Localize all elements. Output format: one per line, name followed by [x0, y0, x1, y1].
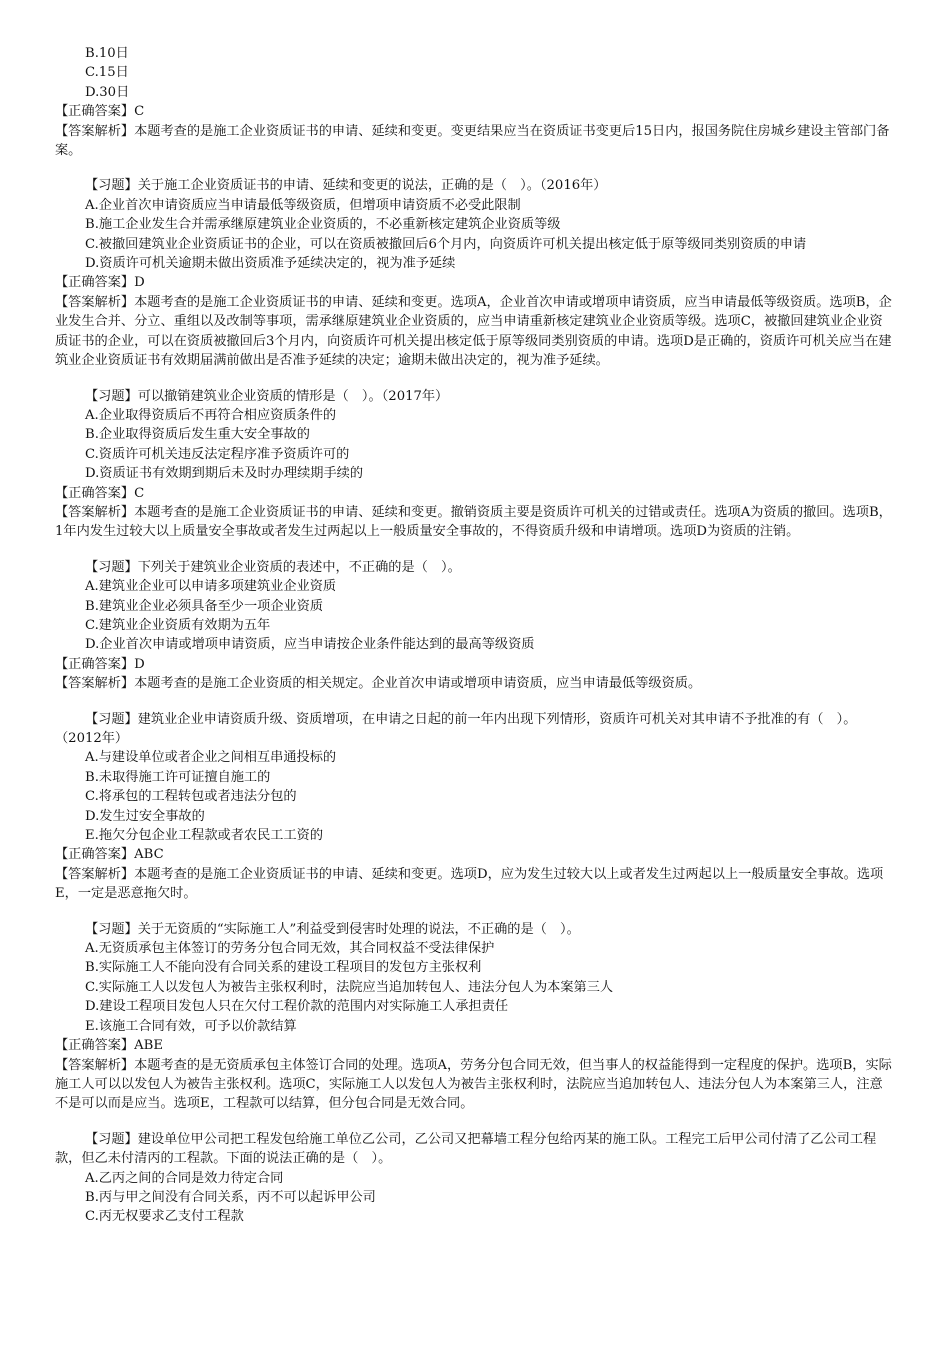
- answer-analysis: 【答案解析】本题考查的是施工企业资质的相关规定。企业首次申请或增项申请资质，应当申请最低等级资质。: [55, 676, 702, 692]
- option: C.将承包的工程转包或者违法分包的: [85, 789, 297, 805]
- correct-answer: 【正确答案】ABE: [55, 1038, 163, 1054]
- option: A.无资质承包主体签订的劳务分包合同无效，其合同权益不受法律保护: [85, 941, 495, 957]
- option: D.30日: [85, 84, 130, 100]
- option: C.建筑业企业资质有效期为五年: [85, 617, 271, 633]
- correct-answer: 【正确答案】C: [55, 485, 145, 501]
- option: D.资质证书有效期到期后未及时办理续期手续的: [85, 466, 364, 482]
- option: D.发生过安全事故的: [85, 808, 205, 824]
- answer-analysis: 【答案解析】本题考查的是施工企业资质证书的申请、延续和变更。撤销资质主要是资质许可机关的过错或责任。选项A为资质的撤回。选项B，1年内发生过较大以上质量安全事故或者发生过两起以上一般质量安全事故的，不得资质升级和申请增项。选项D为资质的注销。: [55, 504, 892, 540]
- option: B.10日: [85, 46, 129, 61]
- option: B.施工企业发生合并需承继原建筑业企业资质的，不必重新核定建筑企业资质等级: [85, 217, 561, 233]
- answer-analysis: 【答案解析】本题考查的是施工企业资质证书的申请、延续和变更。选项A，企业首次申请或增项申请资质，应当申请最低等级资质。选项B，企业发生合并、分立、重组以及改制等事项，需承继原建筑业企业资质的，应当申请重新核定建筑业企业资质等级。选项C，被撤回建筑业企业资质证书的企业，可以在资质被撤回后3个月内，向资质许可机关提出核定低于原等级同类别资质的申请。选项D是正确的，资质许可机关应当在建筑业企业资质证书有效期届满前做出是否准予延续的决定；逾期未做出决定的，视为准予延续。: [55, 294, 892, 369]
- option: E.该施工合同有效，可予以价款结算: [85, 1018, 297, 1034]
- question-stem: 【习题】下列关于建筑业企业资质的表述中，不正确的是（ ）。: [85, 559, 461, 575]
- option: C.被撤回建筑业企业资质证书的企业，可以在资质被撤回后6个月内，向资质许可机关提出核定低于原等级同类别资质的申请: [85, 236, 807, 252]
- option: B.建筑业企业必须具备至少一项企业资质: [85, 598, 324, 614]
- option: A.与建设单位或者企业之间相互串通投标的: [85, 750, 337, 766]
- question-stem: 【习题】可以撤销建筑业企业资质的情形是（ ）。（2017年）: [85, 388, 449, 404]
- option: D.资质许可机关逾期未做出资质准予延续决定的，视为准予延续: [85, 256, 456, 272]
- option: B.企业取得资质后发生重大安全事故的: [85, 427, 310, 443]
- option: C.资质许可机关违反法定程序准予资质许可的: [85, 446, 350, 462]
- document-page: [55, 44, 895, 1227]
- option: C.15日: [85, 65, 129, 81]
- question-stem: 【习题】关于无资质的“实际施工人”利益受到侵害时处理的说法，不正确的是（ ）。: [85, 921, 580, 937]
- option: A.企业取得资质后不再符合相应资质条件的: [85, 407, 337, 423]
- question-stem: 【习题】建设单位甲公司把工程发包给施工单位乙公司，乙公司又把幕墙工程分包给丙某的施工队。工程完工后甲公司付清了乙公司工程款，但乙未付清丙的工程款。下面的说法正确的是（ ）。: [55, 1131, 877, 1167]
- correct-answer: 【正确答案】C: [55, 104, 145, 120]
- option: A.企业首次申请资质应当申请最低等级资质，但增项申请资质不必受此限制: [85, 197, 521, 213]
- option: C.实际施工人以发包人为被告主张权利时，法院应当追加转包人、违法分包人为本案第三人: [85, 979, 614, 995]
- correct-answer: 【正确答案】D: [55, 656, 145, 672]
- option: A.乙丙之间的合同是效力待定合同: [85, 1170, 284, 1186]
- option: D.企业首次申请或增项申请资质，应当申请按企业条件能达到的最高等级资质: [85, 637, 535, 653]
- question-stem: 【习题】建筑业企业申请资质升级、资质增项，在申请之日起的前一年内出现下列情形，资质许可机关对其申请不予批准的有（ ）。（2012年）: [55, 711, 857, 746]
- question-stem: 【习题】关于施工企业资质证书的申请、延续和变更的说法，正确的是（ ）。（2016年）: [85, 178, 607, 194]
- correct-answer: 【正确答案】D: [55, 275, 145, 291]
- option: A.建筑业企业可以申请多项建筑业企业资质: [85, 579, 337, 595]
- answer-analysis: 【答案解析】本题考查的是无资质承包主体签订合同的处理。选项A，劳务分包合同无效，但当事人的权益能得到一定程度的保护。选项B，实际施工人可以以发包人为被告主张权利。选项C，实际施工人以发包人为被告主张权利时，法院应当追加转包人、违法分包人为本案第三人，注意不是可以而是应当。选项E，工程款可以结算，但分包合同是无效合同。: [55, 1057, 892, 1112]
- correct-answer: 【正确答案】ABC: [55, 847, 164, 863]
- option: B.丙与甲之间没有合同关系，丙不可以起诉甲公司: [85, 1189, 376, 1205]
- option: B.实际施工人不能向没有合同关系的建设工程项目的发包方主张权利: [85, 960, 482, 976]
- answer-analysis: 【答案解析】本题考查的是施工企业资质证书的申请、延续和变更。变更结果应当在资质证书变更后15日内，报国务院住房城乡建设主管部门备案。: [55, 123, 890, 159]
- option: B.未取得施工许可证擅自施工的: [85, 769, 271, 785]
- option: E.拖欠分包企业工程款或者农民工工资的: [85, 828, 324, 844]
- option: C.丙无权要求乙支付工程款: [85, 1209, 244, 1225]
- answer-analysis: 【答案解析】本题考查的是施工企业资质证书的申请、延续和变更。选项D，应为发生过较大以上或者发生过两起以上一般质量安全事故。选项E，一定是恶意拖欠时。: [55, 866, 884, 902]
- option: D.建设工程项目发包人只在欠付工程价款的范围内对实际施工人承担责任: [85, 999, 509, 1015]
